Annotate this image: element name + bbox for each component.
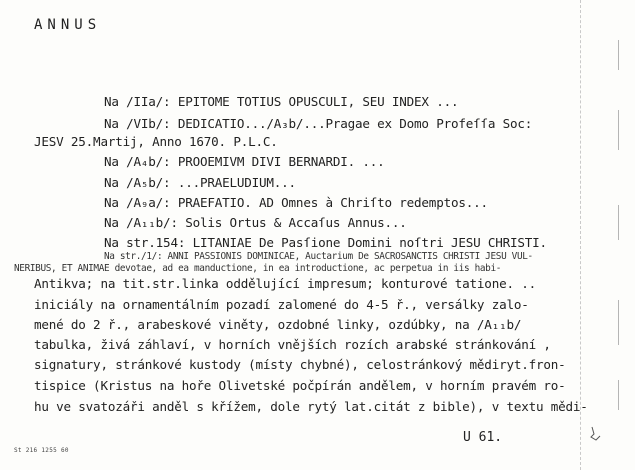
description-line: Antikva; na tit.str.linka oddělující impresum; konturové tatione. .. — [34, 276, 536, 291]
description-line: mené do 2 ř., arabeskové viněty, ozdobné linky, ozdúbky, na /A₁₁b/ — [34, 317, 522, 332]
margin-tick — [618, 110, 619, 150]
description-line: tabulka, živá záhlaví, v horních vnějších rozích arabské stránkování , — [34, 337, 551, 352]
description-line: signatury, stránkové kustody (místy chybné), celostránkový mědiryt.fron- — [34, 357, 566, 372]
entry-line: Na /VIb/: DEDICATIO.../A₃b/...Pragae ex Domo Profeſſa Soc: — [104, 116, 533, 131]
margin-tick — [618, 205, 619, 240]
entry-line: Na /IIa/: EPITOME TOTIUS OPUSCULI, SEU INDEX ... — [104, 94, 459, 109]
margin-tick — [618, 40, 619, 70]
description-line: iniciály na ornamentálním pozadí zalomené do 4-5 ř., versálky zalo- — [34, 297, 529, 312]
print-code: St 216 1255 60 — [14, 447, 69, 454]
entry-line: Na /A₁₁b/: Solis Ortus & Accaſus Annus... — [104, 215, 407, 230]
pencil-mark-icon — [588, 424, 604, 444]
typed-annotation: NERIBUS, ET ANIMAE devotae, ad ea manductione, in ea introductione, ac perpetua in iis habi- — [14, 263, 502, 274]
description-line: tispice (Kristus na hoře Olivetské počpírán andělem, v horním pravém ro- — [34, 378, 566, 393]
entry-line: JESV 25.Martij, Anno 1670. P.L.C. — [34, 134, 278, 149]
entry-line: Na /A₉a/: PRAEFATIO. AD Omnes à Chriſto redemptos... — [104, 195, 488, 210]
entry-line: Na /A₄b/: PROOEMIVM DIVI BERNARDI. ... — [104, 154, 385, 169]
card-heading: ANNUS — [34, 17, 102, 33]
margin-tick — [618, 380, 619, 410]
description-line: hu ve svatozáři anděl s křížem, dole rytý lat.citát z bible), v textu mědi- — [34, 399, 588, 414]
entry-line: Na str.154: LITANIAE De Pasſione Domini noſtri JESU CHRISTI. — [104, 235, 547, 250]
entry-line: Na /A₅b/: ...PRAELUDIUM... — [104, 175, 296, 190]
margin-tick — [618, 300, 619, 345]
typed-annotation: Na str./1/: ANNI PASSIONIS DOMINICAE, Auctarium De SACROSANCTIS CHRISTI JESU VUL- — [104, 251, 533, 262]
signature-code: U 61. — [463, 430, 503, 445]
